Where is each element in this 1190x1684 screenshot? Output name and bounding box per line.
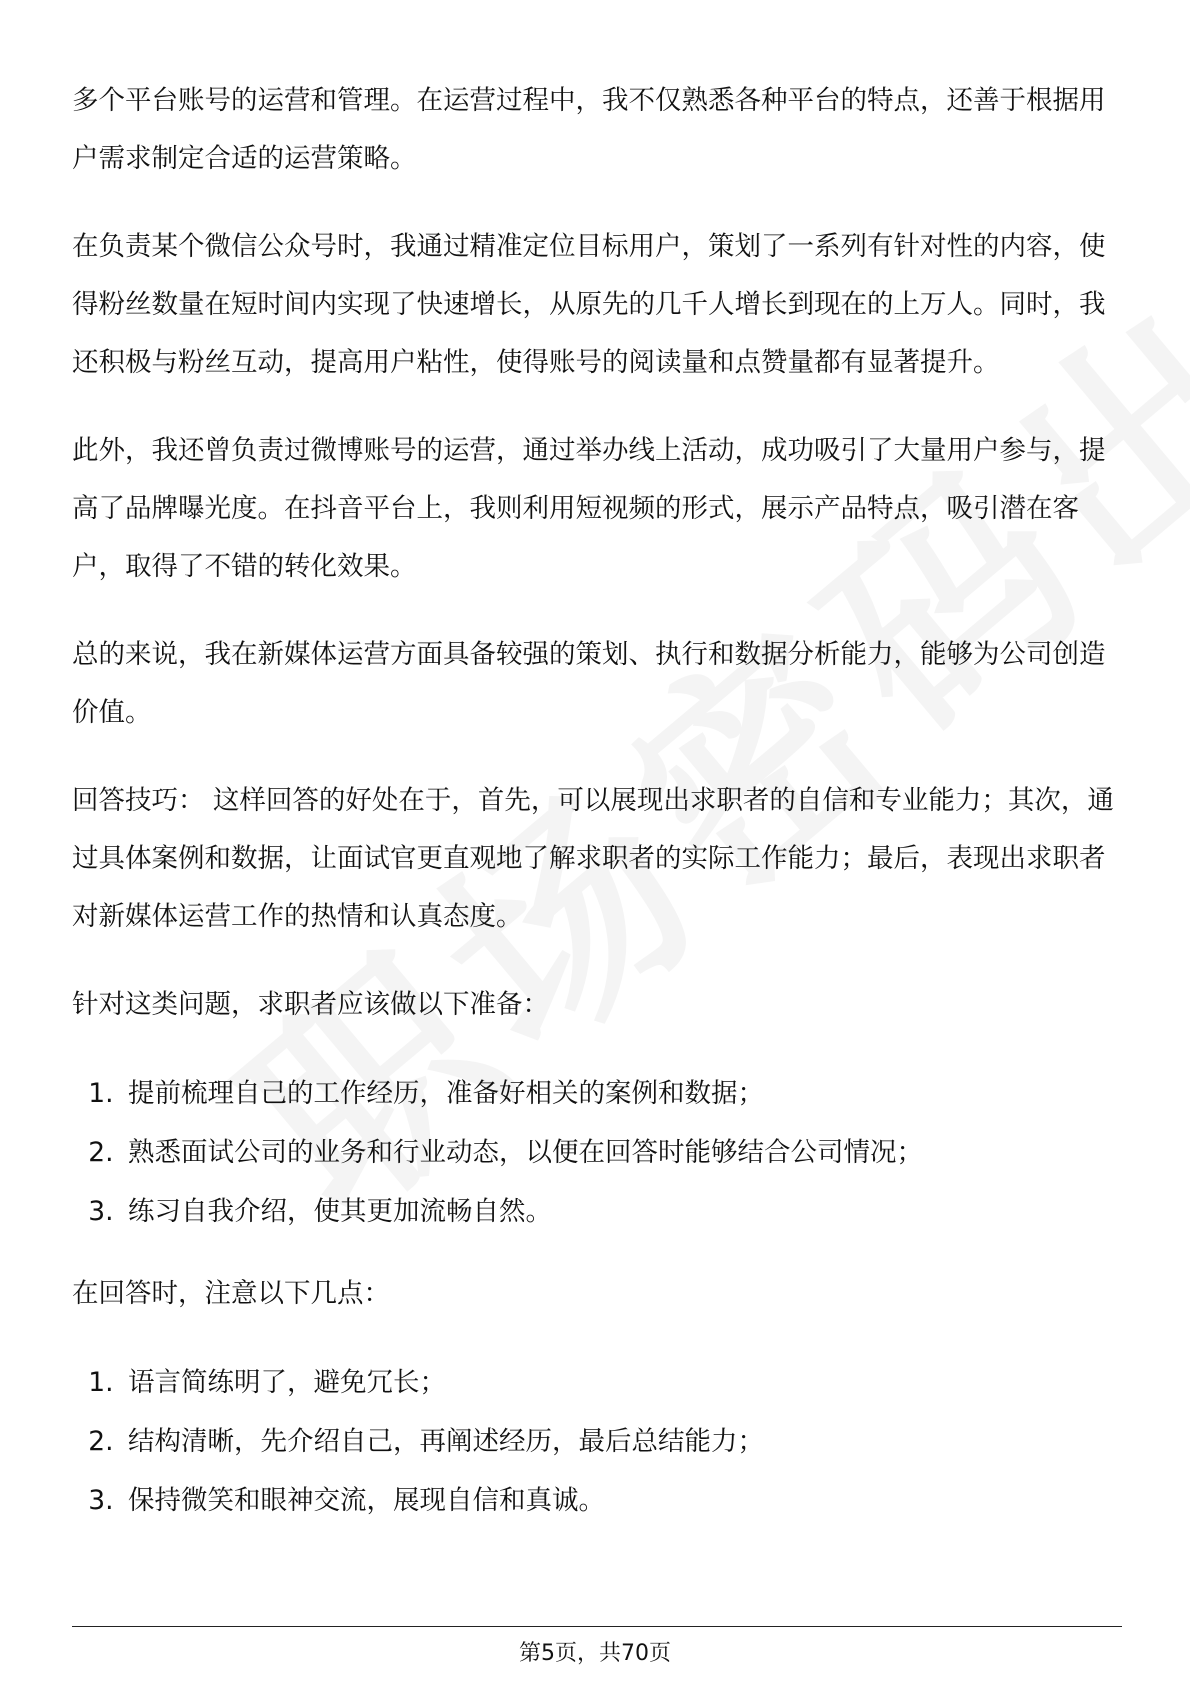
paragraph-platform-management: 多个平台账号的运营和管理。在运营过程中，我不仅熟悉各种平台的特点，还善于根据用户需求制定合适的运营策略。 (72, 85, 1106, 174)
preparation-list (72, 1064, 1122, 1241)
paragraph-answer-tips: 回答技巧： 这样回答的好处在于，首先，可以展现出求职者的自信和专业能力；其次，通过具体案例和数据，让面试官更直观地了解求职者的实际工作能力；最后，表现出求职者对新媒体运营工作的热情和认真态度。 (72, 785, 1114, 932)
paragraph-summary: 总的来说，我在新媒体运营方面具备较强的策划、执行和数据分析能力，能够为公司创造价值。 (72, 639, 1106, 728)
page-content (72, 72, 1122, 1554)
list-item: 3. 练习自我介绍，使其更加流畅自然。 (122, 1182, 1122, 1241)
paragraph-wechat-account: 在负责某个微信公众号时，我通过精准定位目标用户，策划了一系列有针对性的内容，使得粉丝数量在短时间内实现了快速增长，从原先的几千人增长到现在的上万人。同时，我还积极与粉丝互动，提高用户粘性，使得账号的阅读量和点赞量都有显著提升。 (72, 231, 1106, 378)
notes-list (72, 1353, 1122, 1530)
list-item: 2. 结构清晰，先介绍自己，再阐述经历，最后总结能力； (122, 1412, 1122, 1471)
footer-divider (72, 1626, 1122, 1627)
page-number: 第5页，共70页 (519, 1641, 671, 1666)
list-item: 1. 语言简练明了，避免冗长； (122, 1353, 1122, 1412)
list-item: 1. 提前梳理自己的工作经历，准备好相关的案例和数据； (122, 1064, 1122, 1123)
list-item: 3. 保持微笑和眼神交流，展现自信和真诚。 (122, 1471, 1122, 1530)
notes-intro: 在回答时，注意以下几点： (72, 1278, 390, 1309)
paragraph-weibo-douyin: 此外，我还曾负责过微博账号的运营，通过举办线上活动，成功吸引了大量用户参与，提高了品牌曝光度。在抖音平台上，我则利用短视频的形式，展示产品特点，吸引潜在客户，取得了不错的转化效果。 (72, 435, 1106, 582)
list-item: 2. 熟悉面试公司的业务和行业动态，以便在回答时能够结合公司情况； (122, 1123, 1122, 1182)
preparation-intro: 针对这类问题，求职者应该做以下准备： (72, 989, 549, 1020)
